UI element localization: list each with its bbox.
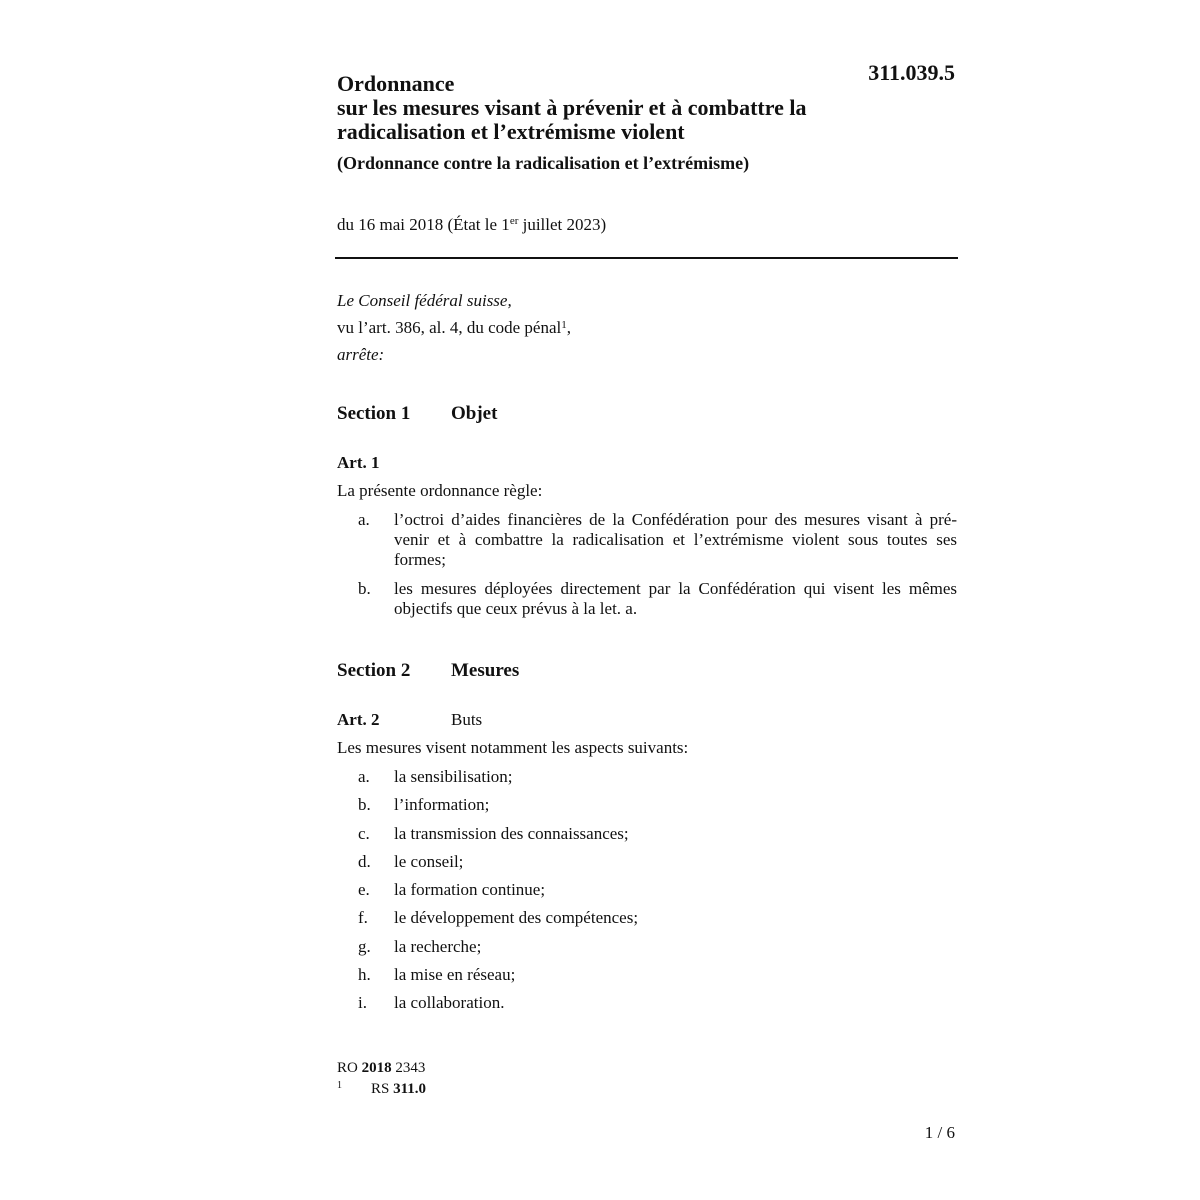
list-item-text: la collaboration. [394, 993, 505, 1013]
list-item-letter: c. [358, 823, 370, 843]
footnote-ro-year: 2018 [361, 1060, 392, 1076]
article-1-list [337, 510, 957, 628]
list-item-letter: h. [358, 965, 371, 985]
preamble [337, 287, 571, 368]
preamble-basis-text: vu l’art. 386, al. 4, du code pénal [337, 318, 562, 337]
list-item [337, 907, 957, 935]
section-1-heading [337, 403, 497, 425]
article-1-heading [337, 453, 451, 473]
section-1-title: Objet [451, 403, 498, 424]
section-1-number: Section 1 [337, 403, 411, 424]
short-title: (Ordonnance contre la radicalisation et l’extrémisme) [337, 153, 750, 173]
list-item-letter: g. [358, 936, 371, 956]
list-item-text: la transmission des connaissances; [394, 823, 629, 843]
section-2-title: Mesures [451, 660, 520, 681]
title-line-3: radicalisation et l’extrémisme violent [337, 119, 685, 144]
date-suffix: juillet 2023) [518, 215, 607, 234]
list-item-letter: d. [358, 851, 371, 871]
header-divider [335, 257, 958, 259]
list-item-letter: i. [358, 993, 367, 1013]
list-item-text: les mesures déployées directement par la Confédération qui visent les mêmes objectifs que ceux prévus à la let. a. [394, 579, 957, 618]
preamble-basis [337, 314, 571, 341]
list-item [337, 964, 957, 992]
date-line [337, 215, 606, 235]
list-item [337, 936, 957, 964]
article-2-list [337, 766, 957, 1021]
footnote-1: 1 RS 311.0 [337, 1080, 427, 1097]
footnote-1-prefix: RS [371, 1081, 394, 1097]
footnote-ro-prefix: RO [337, 1060, 362, 1076]
article-2-intro: Les mesures visent notamment les aspects suivants: [337, 738, 689, 757]
footnote-1-reference[interactable]: 311.0 [393, 1081, 427, 1097]
article-2-heading [337, 710, 482, 730]
date-superscript: er [509, 215, 519, 227]
list-item-text: la recherche; [394, 936, 482, 956]
article-1-intro: La présente ordonnance règle: [337, 481, 543, 500]
list-item-text: la formation continue; [394, 880, 546, 900]
list-item-text: l’octroi d’aides financières de la Confédération pour des mesures visant à pré-venir et à combattre la radicalisation et l’extrémisme violent sous toutes ses formes; [394, 510, 957, 569]
list-item-letter: a. [358, 510, 370, 529]
list-item-letter: b. [358, 795, 371, 815]
footnotes [337, 1058, 426, 1100]
list-item [337, 879, 957, 907]
list-item-letter: b. [358, 579, 371, 598]
list-item-text: la sensibilisation; [394, 767, 513, 786]
title-line-1: Ordonnance [337, 71, 455, 96]
list-item-text: l’information; [394, 795, 490, 815]
page-number: 1 / 6 [924, 1123, 955, 1142]
document-number: 311.039.5 [868, 60, 955, 85]
list-item-text: le conseil; [394, 851, 464, 871]
section-2-number: Section 2 [337, 660, 411, 681]
list-item-letter: f. [358, 908, 368, 928]
list-item [337, 510, 957, 570]
preamble-authority: Le Conseil fédéral suisse, [337, 291, 512, 310]
title-line-2: sur les mesures visant à prévenir et à combattre la [337, 95, 807, 120]
list-item-text: le développement des compétences; [394, 908, 639, 928]
preamble-basis-end: , [566, 318, 571, 337]
article-2-title: Buts [451, 710, 483, 729]
article-2-number: Art. 2 [337, 710, 380, 729]
list-item-letter: a. [358, 767, 370, 786]
document-title [337, 72, 897, 144]
list-item [337, 794, 957, 822]
list-item-letter: e. [358, 880, 370, 900]
date-prefix: du 16 mai 2018 (État le 1 [337, 215, 510, 234]
list-item [337, 823, 957, 851]
list-item [337, 579, 957, 619]
list-item [337, 992, 957, 1020]
article-1-number: Art. 1 [337, 453, 380, 472]
section-2-heading [337, 660, 519, 682]
preamble-decree: arrête: [337, 345, 385, 364]
footnote-ro [337, 1058, 426, 1079]
footnote-reference-1[interactable]: 1 [561, 319, 567, 331]
list-item-text: la mise en réseau; [394, 965, 516, 985]
list-item [337, 851, 957, 879]
footnote-ro-page: 2343 [391, 1060, 426, 1076]
list-item [337, 766, 957, 794]
